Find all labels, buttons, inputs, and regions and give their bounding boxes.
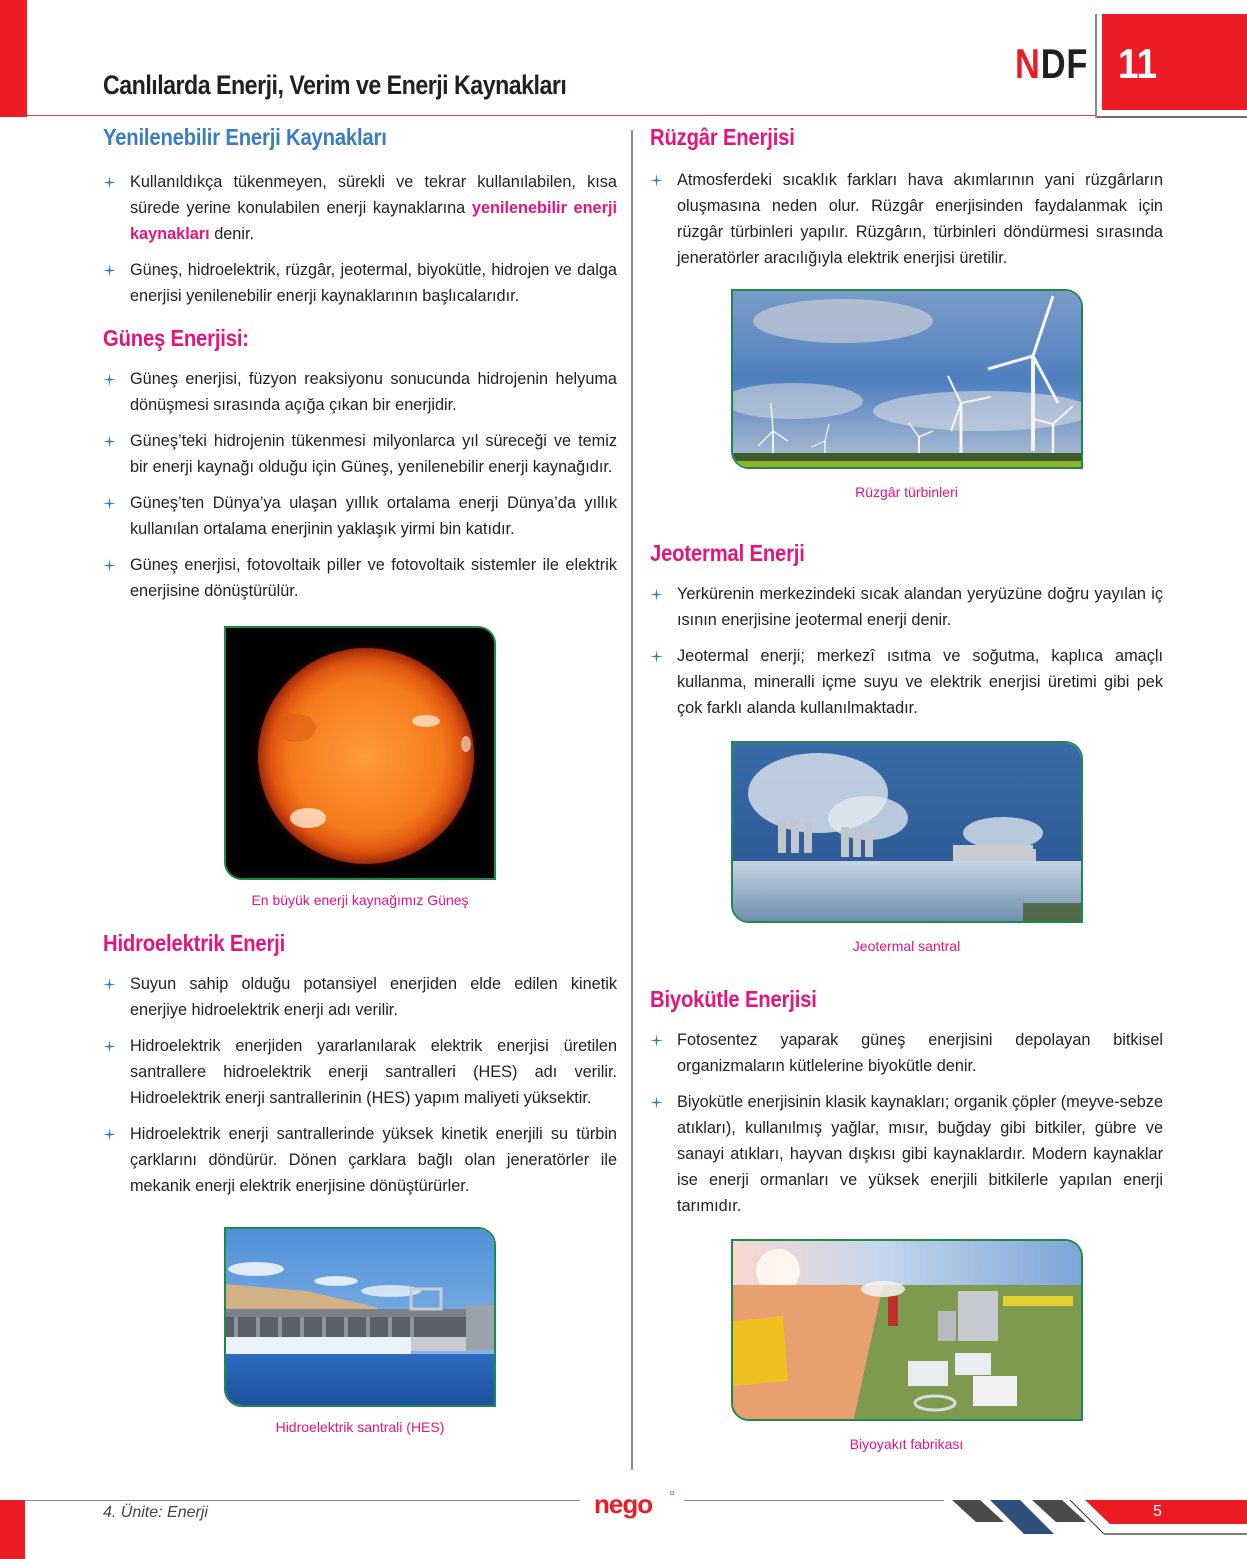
footer-red-accent-bar — [0, 1500, 25, 1559]
geothermal-plant-image — [731, 741, 1083, 923]
bullet-text: Güneş, hidroelektrik, rüzgâr, jeotermal, biyokütle, hidrojen ve dalga enerjisi yenilenebilir enerji kaynaklarının başlıcalarıdır. — [130, 261, 617, 305]
dam-illustration — [226, 1229, 496, 1407]
star-bullet-icon — [103, 978, 116, 991]
list-item — [650, 1089, 1163, 1219]
list-item — [103, 1121, 617, 1199]
geothermal-plant-illustration — [733, 743, 1083, 923]
star-bullet-icon — [103, 1040, 116, 1053]
brand-df: DF — [1040, 40, 1089, 87]
star-bullet-icon — [650, 588, 663, 601]
highlight-term: yenilenebilir enerji kaynakları — [130, 199, 617, 243]
grade-badge — [1102, 14, 1247, 110]
list-item — [103, 366, 617, 418]
list-item — [103, 971, 617, 1023]
heading-renewable: Yenilenebilir Enerji Kaynakları — [103, 124, 387, 150]
brand-n: N — [1015, 40, 1041, 87]
logo-text: nego — [594, 1489, 653, 1519]
unit-label: 4. Ünite: Enerji — [103, 1504, 208, 1521]
wind-turbines-illustration — [733, 291, 1083, 469]
dam-image — [224, 1227, 496, 1407]
bullet-text: Atmosferdeki sıcaklık farkları hava akımlarının yani rüzgârların oluşmasına neden olur. Rüzgâr enerjisinden faydalanmak için rüzgâr türbinleri yapılır. Rüzgârın, türbinleri döndürmesi sırasında jeneratörler aracılığıyla elektrik enerjisi üretilir. — [677, 171, 1163, 267]
star-bullet-icon — [650, 174, 663, 187]
biomass-list — [650, 1027, 1163, 1219]
bullet-text: Suyun sahip olduğu potansiyel enerjiden elde edilen kinetik enerjiye hidroelektrik enerji adı verilir. — [130, 975, 617, 1019]
star-bullet-icon — [103, 559, 116, 572]
star-bullet-icon — [103, 1128, 116, 1141]
left-red-accent-bar — [0, 0, 27, 117]
bullet-text: Güneş’teki hidrojenin tükenmesi milyonlarca yıl süreceği ve temiz bir enerji kaynağı olduğu için Güneş, yenilenebilir enerji kaynağıdır. — [130, 432, 617, 476]
star-bullet-icon — [650, 1096, 663, 1109]
wind-list — [650, 167, 1163, 271]
publisher-logo — [590, 1487, 680, 1523]
hydro-list — [103, 971, 617, 1199]
page-number: 5 — [1153, 1503, 1162, 1520]
list-item — [650, 167, 1163, 271]
brand-divider — [1095, 14, 1097, 118]
list-item — [650, 581, 1163, 633]
heading-geothermal: Jeotermal Enerji — [650, 540, 805, 566]
wind-turbines-image — [731, 289, 1083, 469]
star-bullet-icon — [650, 1034, 663, 1047]
caption-biofuel: Biyoyakıt fabrikası — [849, 1436, 964, 1452]
bullet-text: Güneş enerjisi, füzyon reaksiyonu sonucunda hidrojenin helyuma dönüşmesi sırasında açığa çıkan bir enerjidir. — [130, 370, 617, 414]
page-title: Canlılarda Enerji, Verim ve Enerji Kaynakları — [103, 70, 567, 100]
bullet-text: Biyokütle enerjisinin klasik kaynakları; organik çöpler (meyve-sebze atıkları), kullanılmış yağlar, mısır, buğday gibi bitkiler, gübre ve sanayi atıkları, hayvan dışkısı gibi kaynaklardır. Modern kaynaklar ise enerji ormanları ve yüksek enerjili bitkilerle yapılan enerji tarımıdır. — [677, 1093, 1163, 1215]
footer-divider-left — [25, 1500, 580, 1501]
page-number-badge — [1085, 1500, 1247, 1524]
renewable-list — [103, 169, 617, 309]
bullet-text: Güneş’ten Dünya’ya ulaşan yıllık ortalama enerji Dünya’da yıllık kullanılan ortalama enerjinin yaklaşık yirmi bin katıdır. — [130, 494, 617, 538]
nego-logo-icon — [590, 1487, 680, 1523]
solar-list — [103, 366, 617, 604]
list-item — [103, 552, 617, 604]
caption-sun: En büyük enerji kaynağımız Güneş — [251, 892, 469, 908]
caption-geothermal: Jeotermal santral — [852, 938, 961, 954]
list-item — [650, 643, 1163, 721]
list-item — [650, 1027, 1163, 1079]
bullet-text: Güneş enerjisi, fotovoltaik piller ve fotovoltaik sistemler ile elektrik enerjisine dönüştürülür. — [130, 556, 617, 600]
bullet-text: Yerkürenin merkezindeki sıcak alandan yeryüzüne doğru yayılan iç ısının enerjisine jeotermal enerji denir. — [677, 585, 1163, 629]
star-bullet-icon — [103, 497, 116, 510]
header-divider — [27, 115, 1097, 116]
list-item — [103, 1033, 617, 1111]
list-item — [103, 257, 617, 309]
star-bullet-icon — [103, 373, 116, 386]
heading-wind: Rüzgâr Enerjisi — [650, 124, 795, 150]
geothermal-list — [650, 581, 1163, 721]
left-column — [103, 124, 617, 1435]
list-item — [103, 428, 617, 480]
biofuel-factory-illustration — [733, 1241, 1083, 1421]
star-bullet-icon — [103, 176, 116, 189]
footer-stripes-decoration — [940, 1498, 1247, 1548]
bullet-text: Kullanıldıkça tükenmeyen, sürekli ve tekrar kullanılabilen, kısa sürede yerine konulabilen enerji kaynaklarına — [130, 173, 617, 217]
bullet-text: Hidroelektrik enerjiden yararlanılarak elektrik enerjisi üretilen santrallere hidroelektrik enerji santralleri (HES) adı verilir. Hidroelektrik enerji santrallerinin (HES) yapım maliyeti yüksektir. — [130, 1037, 617, 1107]
star-bullet-icon — [103, 435, 116, 448]
bullet-text: Fotosentez yaparak güneş enerjisini depolayan bitkisel organizmaların kütlelerine biyokütle denir. — [677, 1031, 1163, 1075]
heading-solar: Güneş Enerjisi: — [103, 325, 249, 351]
list-item — [103, 490, 617, 542]
grade-number: 11 — [1118, 40, 1158, 87]
bullet-text: Hidroelektrik enerji santrallerinde yüksek kinetik enerjili su türbin çarklarını döndürür. Dönen çarklara bağlı olan jeneratörler ile mekanik enerji elektrik enerjisine dönüştürürler. — [130, 1125, 617, 1195]
bullet-text: Jeotermal enerji; merkezî ısıtma ve soğutma, kaplıca amaçlı kullanma, mineralli içme suyu ve elektrik enerjisi üretimi gibi pek çok farklı alanda kullanılmaktadır. — [677, 647, 1163, 717]
bullet-text: denir. — [209, 225, 255, 243]
grade-underline — [1097, 116, 1247, 118]
stripe-dark-2 — [1032, 1500, 1086, 1522]
caption-dam: Hidroelektrik santrali (HES) — [275, 1419, 445, 1435]
column-divider — [631, 130, 633, 1470]
biofuel-factory-image — [731, 1239, 1083, 1421]
caption-wind: Rüzgâr türbinleri — [855, 484, 958, 500]
list-item — [103, 169, 617, 247]
heading-biomass: Biyokütle Enerjisi — [650, 986, 817, 1012]
star-bullet-icon — [103, 264, 116, 277]
heading-hydro: Hidroelektrik Enerji — [103, 930, 286, 956]
right-column — [650, 124, 1163, 1452]
brand-ndf — [1015, 40, 1088, 88]
sun-illustration — [226, 628, 496, 880]
star-bullet-icon — [650, 650, 663, 663]
sun-image — [224, 626, 496, 880]
footer-divider-right — [684, 1500, 944, 1501]
